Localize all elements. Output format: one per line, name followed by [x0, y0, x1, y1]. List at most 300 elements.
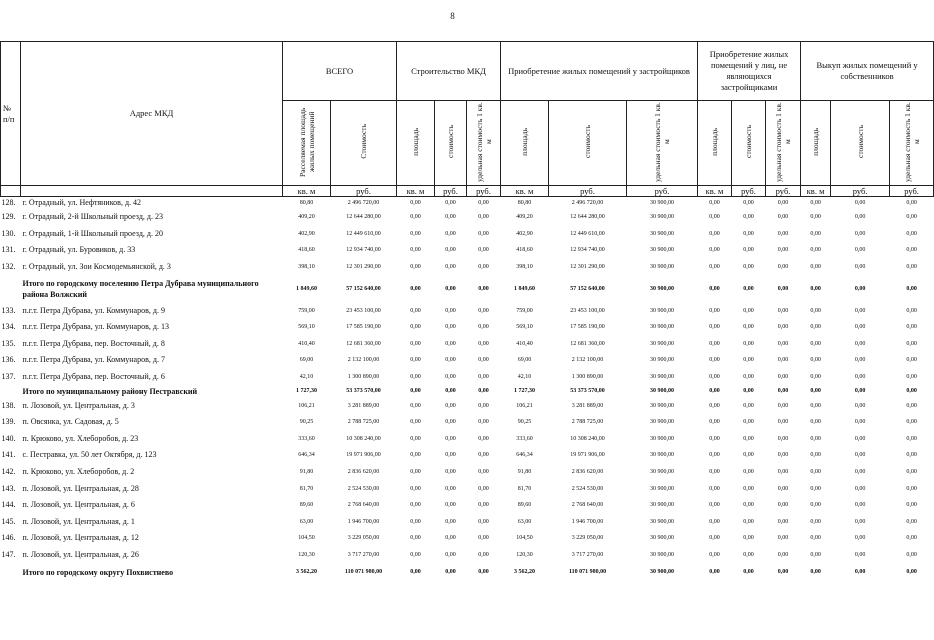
page-number: 8	[450, 11, 455, 21]
cell-value: 12 449 610,00	[570, 230, 605, 237]
num-header: № п/п	[1, 42, 21, 186]
table-row	[1, 242, 934, 259]
cell-value: 0,00	[743, 485, 754, 492]
cell-value: 0,00	[810, 340, 821, 347]
cell-value: 569,10	[298, 324, 315, 331]
table-row	[1, 209, 934, 226]
cell-value: 0,00	[445, 374, 456, 381]
table-row	[1, 397, 934, 414]
cell-value: 0,00	[709, 247, 720, 254]
row-address: п. Крюково, ул. Хлеборобов, д. 2	[22, 467, 135, 477]
cell-value: 53 373 570,00	[346, 388, 381, 395]
row-number: 135.	[1, 338, 16, 348]
unit-label: кв. м	[698, 186, 732, 197]
cell-value: 0,00	[906, 402, 917, 409]
cell-value: 0,00	[478, 324, 489, 331]
row-address: п. Овсянка, ул. Садовая, д. 5	[22, 417, 119, 427]
cell-value: 2 132 100,00	[347, 357, 380, 364]
cell-value: 0,00	[478, 469, 489, 476]
cell-value: 0,00	[445, 535, 456, 542]
cell-value: 0,00	[854, 340, 866, 347]
cell-value: 1 946 700,00	[571, 518, 604, 525]
group-buyout-header: Выкуп жилых помещений у собственников	[801, 42, 934, 101]
cell-value: 0,00	[743, 357, 754, 364]
cell-value: 17 585 190,00	[570, 324, 605, 331]
cell-value: 0,00	[478, 200, 489, 206]
row-number: 129.	[1, 212, 16, 222]
cell-value: 0,00	[743, 307, 754, 314]
table-row	[1, 480, 934, 497]
cell-value: 30 900,00	[650, 247, 675, 254]
row-number: 143.	[1, 483, 16, 493]
subtotal-row	[1, 385, 934, 397]
table-header	[1, 42, 934, 197]
cell-value: 42,10	[299, 374, 314, 381]
row-address: г. Отрадный, ул. Буровиков, д. 33	[22, 245, 136, 255]
cell-value: 2 496 720,00	[571, 200, 604, 206]
cell-value: 2 788 725,00	[571, 419, 604, 426]
cell-value: 0,00	[478, 247, 489, 254]
cell-value: 2 768 640,00	[347, 502, 380, 509]
cell-value: 0,00	[709, 340, 720, 347]
cell-value: 398,10	[516, 264, 533, 271]
cell-value: 0,00	[410, 307, 421, 314]
cell-value: 0,00	[445, 264, 456, 271]
cell-value: 12 644 280,00	[346, 214, 381, 221]
cell-value: 91,80	[299, 469, 314, 476]
unit-label: кв. м	[501, 186, 549, 197]
cell-value: 3 717 270,00	[571, 551, 604, 558]
cell-value: 0,00	[709, 485, 720, 492]
cell-value: 0,00	[445, 200, 456, 206]
row-address: п. Лозовой, ул. Центральная, д. 26	[22, 549, 139, 559]
cell-value: 0,00	[478, 402, 489, 409]
group-total-header: ВСЕГО	[283, 42, 397, 101]
cell-value: 80,80	[299, 200, 314, 206]
subtotal-label: Итого по городскому округу Похвистнево	[22, 567, 174, 577]
row-address: п. Лозовой, ул. Центральная, д. 3	[22, 400, 135, 410]
row-number: 130.	[1, 228, 16, 238]
cell-value: 0,00	[777, 230, 789, 237]
group-nondeveloper-purchase-header: Приобретение жилых помещений у лиц, не являющихся застройщиками	[698, 42, 801, 101]
cell-value: 3 562,20	[296, 569, 317, 576]
unit-label: руб.	[467, 186, 501, 197]
cell-value: 12 934 740,00	[346, 247, 381, 254]
cell-value: 30 900,00	[650, 518, 675, 525]
cell-value: 0,00	[854, 469, 866, 476]
row-address: г. Отрадный, 1-й Школьный проезд, д. 20	[22, 228, 163, 238]
cell-value: 0,00	[445, 357, 456, 364]
cell-value: 110 071 980,00	[344, 569, 383, 576]
cell-value: 0,00	[445, 419, 456, 426]
cell-value: 0,00	[906, 452, 917, 459]
cell-value: 0,00	[743, 388, 754, 395]
cell-value: 0,00	[906, 324, 917, 331]
cell-value: 569,10	[516, 324, 533, 331]
cell-value: 90,25	[299, 419, 314, 426]
table-body	[1, 197, 934, 582]
cell-value: 0,00	[709, 230, 720, 237]
row-address: п.г.т. Петра Дубрава, ул. Коммунаров, д. 7	[22, 355, 165, 365]
row-address: п. Лозовой, ул. Центральная, д. 6	[22, 500, 135, 510]
cell-value: 30 900,00	[650, 357, 675, 364]
cell-value: 0,00	[777, 535, 789, 542]
cell-value: 0,00	[854, 285, 866, 292]
cell-value: 0,00	[810, 469, 821, 476]
cell-value: 0,00	[410, 264, 421, 271]
cell-value: 0,00	[906, 569, 917, 576]
cell-value: 17 585 190,00	[346, 324, 381, 331]
table-row	[1, 431, 934, 448]
cell-value: 110 071 980,00	[568, 569, 607, 576]
cell-value: 759,00	[516, 307, 533, 314]
cell-value: 30 900,00	[650, 230, 675, 237]
unit-label: кв. м	[801, 186, 831, 197]
cell-value: 0,00	[906, 340, 917, 347]
cell-value: 69,00	[299, 357, 314, 364]
cell-value: 0,00	[410, 214, 421, 221]
cell-value: 30 900,00	[650, 452, 675, 459]
cell-value: 0,00	[478, 340, 489, 347]
cell-value: 0,00	[906, 307, 917, 314]
cell-value: 0,00	[445, 502, 456, 509]
cell-value: 30 900,00	[650, 340, 675, 347]
cell-value: 1 727,30	[514, 388, 536, 395]
cell-value: 0,00	[478, 502, 489, 509]
cell-value: 0,00	[906, 285, 917, 292]
cell-value: 0,00	[906, 230, 917, 237]
cell-value: 106,21	[516, 402, 533, 409]
cell-value: 0,00	[777, 200, 789, 206]
cell-value: 3 229 050,00	[571, 535, 604, 542]
subheader-cost: стоимость	[732, 101, 766, 186]
cell-value: 12 681 360,00	[570, 340, 605, 347]
resettlement-table	[0, 41, 934, 581]
cell-value: 1 946 700,00	[347, 518, 380, 525]
cell-value: 0,00	[906, 214, 917, 221]
cell-value: 0,00	[906, 551, 917, 558]
cell-value: 402,90	[298, 230, 315, 237]
cell-value: 0,00	[810, 324, 821, 331]
cell-value: 0,00	[810, 518, 821, 525]
cell-value: 2 524 530,00	[571, 485, 604, 492]
cell-value: 0,00	[445, 569, 456, 576]
cell-value: 0,00	[777, 502, 789, 509]
cell-value: 0,00	[743, 247, 754, 254]
cell-value: 410,40	[516, 340, 533, 347]
row-address: п.г.т. Петра Дубрава, пер. Восточный, д. 8	[22, 338, 165, 348]
cell-value: 12 301 290,00	[570, 264, 605, 271]
cell-value: 30 900,00	[650, 214, 675, 221]
cell-value: 0,00	[810, 264, 821, 271]
cell-value: 12 681 360,00	[346, 340, 381, 347]
cell-value: 2 132 100,00	[571, 357, 604, 364]
row-number: 139.	[1, 417, 16, 427]
cell-value: 0,00	[906, 435, 917, 442]
cell-value: 0,00	[777, 340, 789, 347]
group-construction-header: Строительство МКД	[397, 42, 501, 101]
cell-value: 12 934 740,00	[570, 247, 605, 254]
cell-value: 0,00	[810, 374, 821, 381]
cell-value: 0,00	[906, 388, 917, 395]
cell-value: 402,90	[516, 230, 533, 237]
table-row	[1, 447, 934, 464]
cell-value: 0,00	[743, 535, 754, 542]
cell-value: 120,30	[298, 551, 315, 558]
row-address: п.г.т. Петра Дубрава, пер. Восточный, д. 6	[22, 372, 165, 382]
cell-value: 0,00	[410, 518, 421, 525]
cell-value: 0,00	[810, 502, 821, 509]
table-row	[1, 547, 934, 564]
cell-value: 0,00	[810, 435, 821, 442]
cell-value: 409,20	[298, 214, 315, 221]
row-address: п. Лозовой, ул. Центральная, д. 12	[22, 533, 139, 543]
cell-value: 30 900,00	[650, 502, 675, 509]
subheader-unit-cost: удельная стоимость 1 кв. м	[467, 101, 501, 186]
cell-value: 0,00	[743, 435, 754, 442]
cell-value: 30 900,00	[650, 200, 675, 206]
cell-value: 1 300 890,00	[571, 374, 604, 381]
cell-value: 0,00	[709, 551, 720, 558]
cell-value: 0,00	[478, 535, 489, 542]
table-row	[1, 414, 934, 431]
cell-value: 0,00	[410, 230, 421, 237]
subheader-cost: стоимость	[435, 101, 467, 186]
table-row	[1, 514, 934, 531]
cell-value: 0,00	[709, 419, 720, 426]
cell-value: 0,00	[410, 374, 421, 381]
cell-value: 0,00	[410, 452, 421, 459]
cell-value: 0,00	[709, 357, 720, 364]
cell-value: 30 900,00	[650, 324, 675, 331]
cell-value: 0,00	[410, 502, 421, 509]
unit-label: кв. м	[283, 186, 331, 197]
cell-value: 12 449 610,00	[346, 230, 381, 237]
cell-value: 0,00	[777, 569, 789, 576]
cell-value: 30 900,00	[650, 307, 675, 314]
cell-value: 0,00	[445, 307, 456, 314]
cell-value: 0,00	[810, 357, 821, 364]
row-address: с. Пестравка, ул. 50 лет Октября, д. 123	[22, 450, 157, 460]
cell-value: 0,00	[854, 230, 866, 237]
cell-value: 0,00	[854, 452, 866, 459]
table-row	[1, 369, 934, 386]
cell-value: 0,00	[854, 518, 866, 525]
cell-value: 0,00	[906, 247, 917, 254]
cell-value: 0,00	[906, 535, 917, 542]
cell-value: 418,60	[298, 247, 315, 254]
cell-value: 0,00	[478, 551, 489, 558]
cell-value: 30 900,00	[650, 264, 675, 271]
cell-value: 0,00	[709, 200, 720, 206]
cell-value: 0,00	[743, 502, 754, 509]
cell-value: 12 644 280,00	[570, 214, 605, 221]
cell-value: 0,00	[478, 285, 489, 292]
cell-value: 0,00	[777, 247, 789, 254]
cell-value: 0,00	[709, 435, 720, 442]
cell-value: 81,70	[299, 485, 314, 492]
cell-value: 0,00	[743, 419, 754, 426]
cell-value: 0,00	[410, 357, 421, 364]
cell-value: 0,00	[445, 485, 456, 492]
cell-value: 30 900,00	[650, 388, 675, 395]
cell-value: 57 152 640,00	[570, 285, 605, 292]
cell-value: 333,60	[298, 435, 315, 442]
cell-value: 0,00	[777, 388, 789, 395]
row-number: 138.	[1, 400, 16, 410]
cell-value: 0,00	[854, 264, 866, 271]
table-row	[1, 352, 934, 369]
cell-value: 0,00	[810, 230, 821, 237]
cell-value: 0,00	[743, 402, 754, 409]
cell-value: 0,00	[906, 264, 917, 271]
cell-value: 69,00	[517, 357, 532, 364]
cell-value: 0,00	[478, 374, 489, 381]
cell-value: 0,00	[777, 435, 789, 442]
cell-value: 0,00	[906, 502, 917, 509]
cell-value: 0,00	[743, 230, 754, 237]
table-row	[1, 302, 934, 319]
cell-value: 0,00	[777, 214, 789, 221]
unit-label: руб.	[331, 186, 397, 197]
cell-value: 63,00	[517, 518, 532, 525]
subheader-unit-cost: удельная стоимость 1 кв. м	[890, 101, 934, 186]
cell-value: 0,00	[743, 569, 754, 576]
unit-label: руб.	[732, 186, 766, 197]
cell-value: 0,00	[478, 357, 489, 364]
cell-value: 0,00	[854, 388, 866, 395]
cell-value: 80,80	[517, 200, 532, 206]
cell-value: 0,00	[854, 402, 866, 409]
cell-value: 0,00	[478, 518, 489, 525]
row-number: 136.	[1, 355, 16, 365]
table-row	[1, 319, 934, 336]
cell-value: 0,00	[854, 569, 866, 576]
cell-value: 0,00	[777, 469, 789, 476]
cell-value: 0,00	[478, 485, 489, 492]
cell-value: 0,00	[410, 340, 421, 347]
cell-value: 0,00	[777, 485, 789, 492]
cell-value: 646,34	[516, 452, 533, 459]
cell-value: 0,00	[854, 419, 866, 426]
table-row	[1, 259, 934, 276]
subheader-unit-cost: удельная стоимость 1 кв. м	[627, 101, 698, 186]
cell-value: 30 900,00	[650, 285, 675, 292]
cell-value: 0,00	[854, 502, 866, 509]
subheader-cost-total: Стоимость	[331, 101, 397, 186]
cell-value: 0,00	[478, 452, 489, 459]
row-address: п.г.т. Петра Дубрава, ул. Коммунаров, д. 13	[22, 322, 169, 332]
cell-value: 81,70	[517, 485, 532, 492]
cell-value: 0,00	[410, 551, 421, 558]
cell-value: 0,00	[906, 357, 917, 364]
cell-value: 0,00	[478, 388, 489, 395]
row-address: п. Лозовой, ул. Центральная, д. 1	[22, 516, 135, 526]
cell-value: 0,00	[445, 324, 456, 331]
cell-value: 106,21	[298, 402, 315, 409]
cell-value: 0,00	[709, 324, 720, 331]
cell-value: 0,00	[410, 200, 421, 206]
table-row	[1, 464, 934, 481]
cell-value: 0,00	[410, 435, 421, 442]
cell-value: 333,60	[516, 435, 533, 442]
cell-value: 0,00	[445, 247, 456, 254]
cell-value: 0,00	[906, 518, 917, 525]
cell-value: 0,00	[810, 247, 821, 254]
subheader-area: площадь	[698, 101, 732, 186]
cell-value: 398,10	[298, 264, 315, 271]
cell-value: 1 849,60	[296, 285, 317, 292]
cell-value: 0,00	[810, 485, 821, 492]
cell-value: 0,00	[743, 551, 754, 558]
cell-value: 0,00	[709, 214, 720, 221]
cell-value: 0,00	[445, 518, 456, 525]
row-number	[1, 563, 21, 581]
cell-value: 0,00	[854, 551, 866, 558]
cell-value: 0,00	[854, 435, 866, 442]
cell-value: 0,00	[810, 285, 821, 292]
cell-value: 12 301 290,00	[346, 264, 381, 271]
cell-value: 0,00	[777, 551, 789, 558]
cell-value: 0,00	[854, 214, 866, 221]
cell-value: 0,00	[777, 419, 789, 426]
cell-value: 0,00	[445, 340, 456, 347]
cell-value: 0,00	[810, 569, 821, 576]
cell-value: 0,00	[743, 285, 754, 292]
cell-value: 0,00	[410, 402, 421, 409]
cell-value: 63,00	[299, 518, 314, 525]
cell-value: 3 229 050,00	[347, 535, 380, 542]
cell-value: 0,00	[445, 214, 456, 221]
subheader-area-total: Расселяемая площадь жилых помещений	[283, 101, 331, 186]
unit-label: руб.	[831, 186, 890, 197]
cell-value: 104,50	[298, 535, 315, 542]
cell-value: 0,00	[743, 452, 754, 459]
cell-value: 2 836 620,00	[347, 469, 380, 476]
row-number: 142.	[1, 467, 16, 477]
cell-value: 10 308 240,00	[570, 435, 605, 442]
cell-value: 0,00	[478, 214, 489, 221]
cell-value: 0,00	[478, 569, 489, 576]
cell-value: 120,30	[516, 551, 533, 558]
cell-value: 0,00	[709, 374, 720, 381]
address-header: Адрес МКД	[21, 42, 283, 186]
cell-value: 90,25	[517, 419, 532, 426]
subheader-unit-cost: удельная стоимость 1 кв. м	[766, 101, 801, 186]
cell-value: 0,00	[445, 402, 456, 409]
cell-value: 409,20	[516, 214, 533, 221]
cell-value: 0,00	[478, 307, 489, 314]
cell-value: 0,00	[854, 374, 866, 381]
cell-value: 0,00	[777, 452, 789, 459]
cell-value: 0,00	[743, 214, 754, 221]
cell-value: 0,00	[410, 285, 421, 292]
cell-value: 91,80	[517, 469, 532, 476]
cell-value: 0,00	[709, 569, 720, 576]
row-address: п.г.т. Петра Дубрава, ул. Коммунаров, д. 9	[22, 305, 165, 315]
cell-value: 30 900,00	[650, 551, 675, 558]
cell-value: 0,00	[445, 285, 456, 292]
subtotal-row	[1, 563, 934, 581]
row-address: п. Крюково, ул. Хлеборобов, д. 23	[22, 433, 139, 443]
row-address: г. Отрадный, ул. Зои Космодемьянской, д. 3	[22, 262, 171, 272]
cell-value: 89,60	[517, 502, 532, 509]
subheader-area: площадь	[801, 101, 831, 186]
cell-value: 0,00	[743, 324, 754, 331]
subheader-area: площадь	[501, 101, 549, 186]
unit-label: руб.	[435, 186, 467, 197]
cell-value: 0,00	[743, 374, 754, 381]
